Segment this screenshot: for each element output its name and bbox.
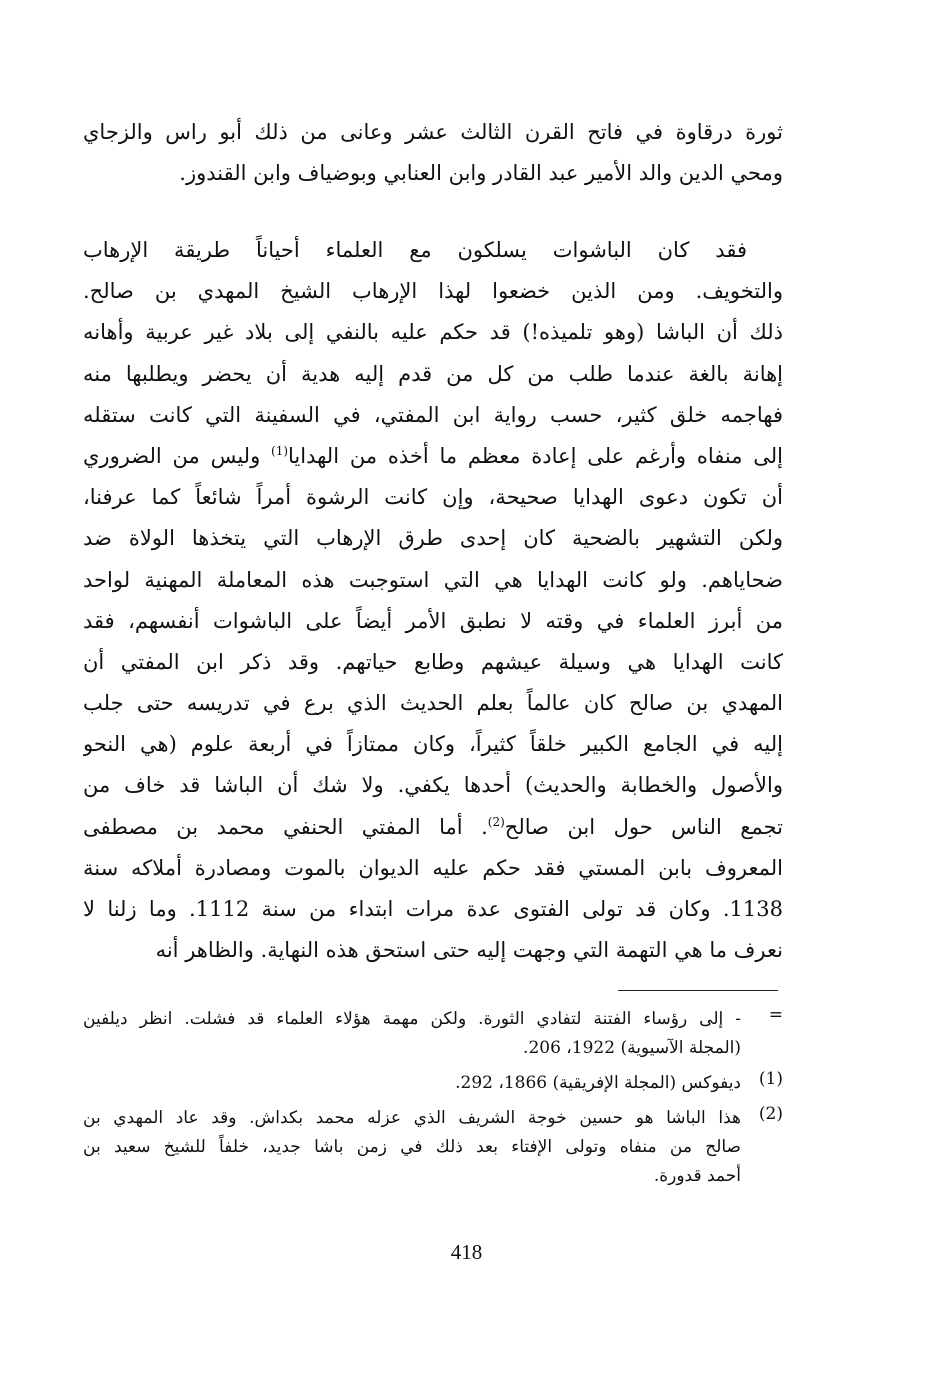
footnote-1 [83, 1069, 783, 1098]
text-line: 1138. وكان قد تولى الفتوى عدة مرات ابتداء من سنة 1112. وما زلنا لا [83, 897, 783, 921]
text-line: والأصول والخطابة والحديث) أحدها يكفي. ولا شك أن الباشا قد خاف من [83, 773, 783, 798]
text-line: ضحاياهم. ولو كانت الهدايا هي التي استوجبت هذه المعاملة المهنية لواحد [83, 567, 783, 592]
text-line: ذلك أن الباشا (وهو تلميذه!) قد حكم عليه بالنفي إلى بلاد غير عربية وأهانه [83, 320, 783, 345]
text-segment: وليس من الضروري [83, 443, 261, 468]
footnote-line: هذا الباشا هو حسين خوجة الشريف الذي عزله محمد بكداش. وقد عاد المهدي بن [83, 1108, 741, 1128]
text-line: أن تكون دعوى الهدايا صحيحة، وإن كانت الرشوة أمراً شائعاً كما عرفنا، [83, 485, 783, 510]
text-line: كانت الهدايا هي وسيلة عيشهم وطابع حياتهم. وقد ذكر ابن المفتي أن [83, 649, 783, 674]
footnote-line: - إلى رؤساء الفتنة لتفادي الثورة. ولكن مهمة هؤلاء العلماء قد فشلت. انظر ديلفين [83, 1009, 741, 1029]
main-paragraph [83, 230, 783, 971]
text-line-with-footnote [83, 436, 783, 477]
footnote-ref-1: (1) [271, 443, 289, 458]
footnote-line: ديفوكس (المجلة الإفريقية) 1866، 292. [455, 1073, 741, 1093]
text-line: فهاجمه خلق كثير، حسب رواية ابن المفتي، في السفينة التي كانت ستقله [83, 402, 783, 427]
text-line: من أبرز العلماء في وقته لا نطبق الأمر أيضاً على الباشوات أنفسهم، فقد [83, 608, 783, 633]
footnote-number: (1) [758, 1069, 783, 1089]
text-line: ولكن التشهير بالضحية كان إحدى طرق الإرهاب التي يتخذها الولاة ضد [83, 526, 783, 551]
footnote-line: (المجلة الآسيوية) 1922، 206. [523, 1038, 741, 1058]
text-line: إليه في الجامع الكبير خلقاً كثيراً، وكان ممتازاً في أربعة علوم (هي النحو [83, 732, 783, 757]
text-line: ومحي الدين والد الأمير عبد القادر وابن العنابي وبوضياف وابن القندوز. [179, 161, 783, 186]
text-segment: تجمع الناس حول ابن صالح [504, 814, 783, 839]
page-number: 418 [450, 1240, 483, 1264]
text-line: نعرف ما هي التهمة التي وجهت إليه حتى استحق هذه النهاية. والظاهر أنه [155, 938, 783, 963]
text-line: فقد كان الباشوات يسلكون مع العلماء أحياناً طريقة الإرهاب [83, 238, 747, 262]
text-line: المعروف بابن المستي فقد حكم عليه الديوان بالموت ومصادرة أملاكه سنة [83, 855, 783, 880]
footnote-number: (2) [758, 1104, 783, 1124]
footnote-2 [83, 1104, 783, 1191]
text-segment: . أما المفتي الحنفي محمد بن مصطفى [83, 814, 488, 839]
footnotes-section [83, 1005, 783, 1197]
text-line-with-footnote [83, 807, 783, 848]
footnote-separator [618, 990, 778, 991]
text-line: والتخويف. ومن الذين خضعوا لهذا الإرهاب الشيخ المهدي بن صالح. [83, 279, 783, 304]
text-line: إهانة بالغة عندما طلب من كل من قدم إليه هدية أن يحضر ويطلبها منه [83, 361, 783, 386]
footnote-ref-2: (2) [487, 814, 505, 829]
text-line: المهدي بن صالح كان عالماً بعلم الحديث الذي برع في تدريسه حتى جلب [83, 691, 783, 716]
continuation-mark: = [768, 1005, 783, 1025]
footnote-line: صالح من منفاه وتولى الإفتاء بعد ذلك في زمن باشا جديد، خلفاً للشيخ سعيد بن [83, 1137, 741, 1157]
footnote-continuation [83, 1005, 783, 1063]
footnote-line: أحمد قدورة. [653, 1166, 741, 1186]
intro-paragraph [83, 112, 783, 194]
text-segment: إلى منفاه وأرغم على إعادة معظم ما أخذه من الهدايا [288, 443, 783, 468]
text-line: ثورة درقاوة في فاتح القرن الثالث عشر وعانى من ذلك أبو راس والزجاي [83, 120, 783, 144]
